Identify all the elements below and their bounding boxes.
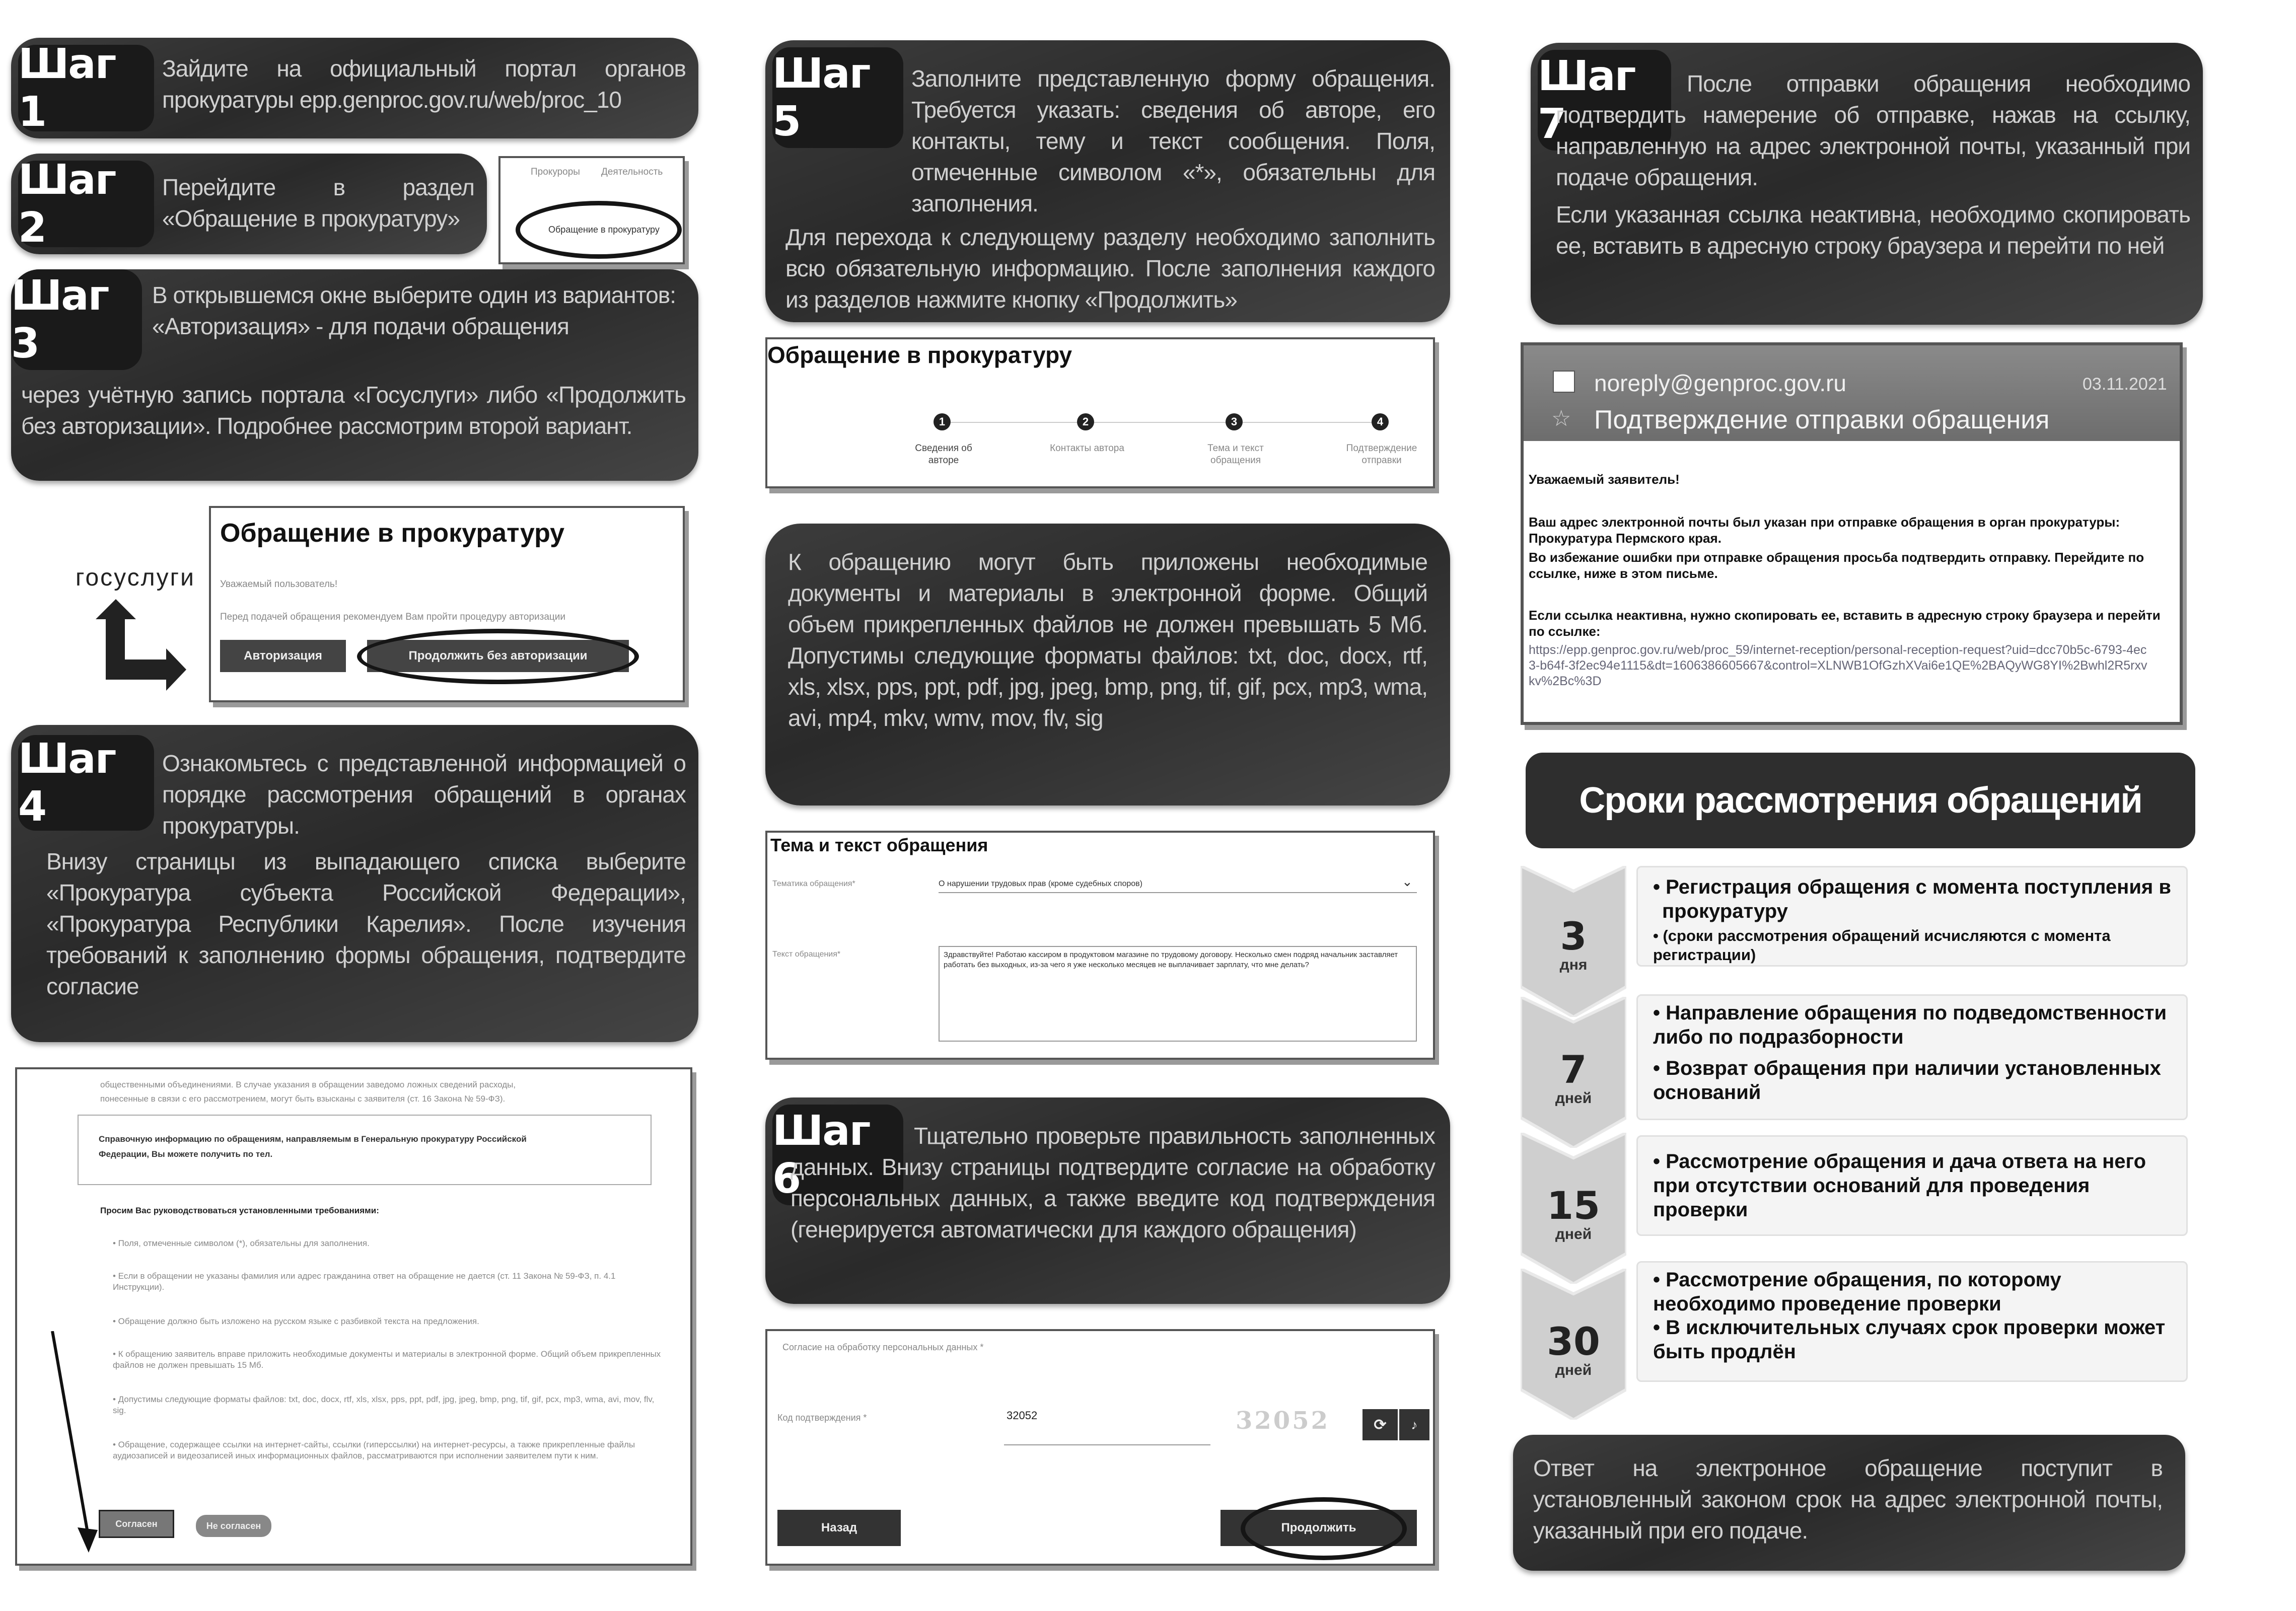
requirement-item: • К обращению заявитель вправе приложить необходимые документы и материалы в электронной форме. Общий объем прикрепленных файлов не должен превышать 15 Мб. (113, 1349, 661, 1370)
step-7-text-top: После отправки обращения необходимо подтвердить намерение об отправке, нажав на ссылку, направленную на адрес электронной почты, указанный при подаче обращения. (1556, 70, 2190, 190)
captcha-image: 32052 (1236, 1407, 1330, 1435)
requirement-item: • Обращение должно быть изложено на русском языке с разбивкой текста на предложения. (113, 1316, 479, 1326)
progress-step-3[interactable]: 3 (1226, 413, 1243, 430)
arrow-icon (96, 599, 186, 695)
reference-title: Справочную информацию по обращениям, направляемым в Генеральную прокуратуру Российской (99, 1134, 527, 1144)
deadline-box-30 (1636, 1261, 2188, 1382)
step-7-text-bottom: Если указанная ссылка неактивна, необходимо скопировать ее, вставить в адресную строку браузера и перейти по ней (1556, 201, 2190, 259)
deadline-days: 7 (1560, 1047, 1587, 1092)
auth-title: Обращение в прокуратуру (220, 519, 565, 548)
deadline-item: • Рассмотрение обращения и дача ответа на него при отсутствии оснований для проведения проверки (1653, 1150, 2146, 1221)
continue-button[interactable]: Продолжить (1221, 1510, 1417, 1546)
step-2-banner (11, 154, 487, 254)
code-input[interactable]: 32052 (1007, 1409, 1038, 1422)
consent-checkbox[interactable]: Согласие на обработку персональных данных * (782, 1342, 984, 1352)
deadline-box-15 (1636, 1135, 2188, 1236)
topic-screenshot (765, 831, 1435, 1060)
requirement-item: • Если в обращении не указаны фамилия или адрес гражданина ответ на обращение не дается (ст. 11 Закона № 59-ФЗ, п. 4.1 Инструкции). (113, 1271, 616, 1292)
deadline-chevron-15 (1521, 1133, 1626, 1284)
deadline-item: • Регистрация обращения с момента поступления в прокуратуру (1653, 876, 2171, 922)
auth-screenshot (209, 506, 685, 702)
auth-hint: Перед подачей обращения рекомендуем Вам пройти процедуру авторизации (220, 612, 566, 622)
deadline-days: 3 (1560, 914, 1587, 959)
refresh-icon[interactable]: ⟳ (1362, 1409, 1398, 1440)
email-header (1524, 345, 2180, 441)
deadline-days: 15 (1547, 1183, 1600, 1228)
step-1-banner (11, 38, 698, 138)
code-label: Код подтверждения * (777, 1413, 867, 1423)
deadline-box-3 (1636, 866, 2188, 967)
progress-step-2[interactable]: 2 (1077, 413, 1094, 430)
auth-greeting: Уважаемый пользователь! (220, 579, 338, 590)
chevron-down-icon[interactable]: ⌄ (1402, 874, 1413, 889)
back-button[interactable]: Назад (777, 1510, 901, 1546)
deadline-unit: дней (1555, 1362, 1592, 1378)
deadline-item: • Рассмотрение обращения, по которому необходимо проведение проверки (1653, 1269, 2061, 1315)
email-date: 03.11.2021 (2083, 375, 2167, 394)
menu-activity: Деятельность (601, 167, 663, 177)
step-4-banner (11, 725, 698, 1042)
rules-line-2: понесенные в связи с его рассмотрением, могут быть взысканы с заявителя (ст. 16 Закона № 59-ФЗ). (100, 1094, 506, 1104)
progress-step-4[interactable]: 4 (1372, 413, 1389, 430)
deadline-unit: дня (1559, 957, 1588, 973)
form-title: Обращение в прокуратуру (767, 342, 1072, 368)
step-3-banner (11, 269, 698, 481)
requirement-item: • Поля, отмеченные символом (*), обязательны для заполнения. (113, 1238, 370, 1248)
deadlines-title: Сроки рассмотрения обращений (1526, 753, 2195, 848)
highlight-oval (1241, 1497, 1407, 1560)
requirement-item: • Допустимы следующие форматы файлов: txt, doc, docx, rtf, xls, xlsx, pps, ppt, pdf, jpg, jpeg, bmp, png, tif, gif, pcx, mp3, wma, avi, mov, flv, sig. (113, 1395, 655, 1415)
email-paragraph-2: Во избежание ошибки при отправке обращения просьба подтвердить отправку. Перейдите по ссылке, ниже в этом письме. (1529, 550, 2144, 581)
step-4-badge: Шаг 4 (18, 735, 154, 831)
step-4-text-bottom: Внизу страницы из выпадающего списка выберите «Прокуратура субъекта Российской Федерации», «Прокуратура Республики Карелия». После изучения требований к заполнению формы обращения, подтвердите согласие (46, 848, 686, 999)
menu-appeal-link[interactable]: Обращение в прокуратуру (548, 225, 660, 235)
deadline-chevron-30 (1521, 1269, 1626, 1420)
progress-label-4: Подтверждение отправки (1346, 443, 1417, 466)
star-icon[interactable]: ☆ (1551, 406, 1571, 431)
deadline-chevron-7 (1521, 997, 1626, 1148)
rules-line-1: общественными объединениями. В случае указания в обращении заведомо ложных сведений расходы, (100, 1080, 516, 1089)
step-7-banner (1531, 43, 2203, 325)
disagree-button[interactable]: Не согласен (196, 1515, 271, 1537)
progress-label-2: Контакты автора (1050, 443, 1124, 454)
auth-button[interactable]: Авторизация (220, 640, 346, 672)
topic-select[interactable]: О нарушении трудовых прав (кроме судебных споров) (939, 880, 1142, 888)
rules-screenshot (15, 1067, 692, 1566)
checkbox-icon[interactable] (1553, 371, 1575, 393)
step-1-text: Зайдите на официальный портал органов прокуратуры epp.genproc.gov.ru/web/proc_10 (162, 55, 686, 113)
step-6-text: Тщательно проверьте правильность заполненных данных. Внизу страницы подтвердите согласие на обработку персональных данных, а также введите код подтверждения (генерируется автоматически для каждого обращения) (791, 1123, 1435, 1242)
email-greeting: Уважаемый заявитель! (1529, 472, 1680, 487)
step-1-badge: Шаг 1 (18, 45, 154, 131)
step-2-badge: Шаг 2 (18, 161, 154, 247)
text-label: Текст обращения* (772, 950, 841, 959)
final-note (1513, 1435, 2185, 1571)
step-4-text-top: Ознакомьтесь с представленной информацией о порядке рассмотрения обращений в органах прокуратуры. (162, 750, 686, 839)
progress-label-3: Тема и текст обращения (1207, 443, 1264, 466)
email-screenshot (1521, 342, 2183, 725)
step-7-badge: Шаг 7 (1538, 50, 1671, 151)
step-2-screenshot (498, 156, 685, 264)
step-5-badge: Шаг 5 (772, 47, 903, 148)
deadline-box-7 (1636, 994, 2188, 1120)
text-area[interactable] (939, 946, 1417, 1042)
step-3-text-top: В открывшемся окне выберите один из вариантов: «Авторизация» - для подачи обращения (152, 282, 676, 339)
email-subject[interactable]: Подтверждение отправки обращения (1594, 405, 2050, 434)
code-underline (1004, 1444, 1210, 1445)
deadline-days: 30 (1547, 1319, 1600, 1364)
deadline-unit: дней (1555, 1090, 1592, 1107)
highlight-oval (357, 629, 639, 684)
final-note-text: Ответ на электронное обращение поступит в установленный законом срок на адрес электронной почты, указанный при его подаче. (1533, 1455, 2163, 1544)
deadline-item: • В исключительных случаях срок проверки может быть продлён (1653, 1316, 2166, 1363)
form-progress-screenshot (765, 337, 1435, 488)
deadline-note: • (сроки рассмотрения обращений исчисляются с момента регистрации) (1653, 927, 2111, 964)
text-value: Здравствуйте! Работаю кассиром в продуктовом магазине по трудовому договору. Несколько смен подряд начальник заставляет работать без выходных, из-за чего я уже несколько месяцев не выплачивает зарплату, что мне делать? (944, 950, 1398, 969)
continue-without-auth-button[interactable]: Продолжить без авторизации (367, 640, 629, 672)
step-6-badge: Шаг 6 (772, 1105, 903, 1205)
reference-box (78, 1115, 652, 1185)
deadline-unit: дней (1555, 1226, 1592, 1242)
step-6-banner (765, 1097, 1450, 1304)
deadline-item: • Направление обращения по подведомственности либо по подразборности (1653, 1002, 2167, 1048)
progress-label-1: Сведения об авторе (915, 443, 972, 466)
gosuslugi-logo: госуслуги (76, 564, 195, 591)
requirement-item: • Обращение, содержащее ссылки на интернет-сайты, ссылки (гиперссылки) на интернет-ресурсы, а также прикрепленные файлы аудиозаписей и видеозаписей иных информационных файлов, рассматриваются при исполнении заявителем пути к ним. (113, 1440, 635, 1460)
step-3-text-bottom: через учётную запись портала «Госуслуги» либо «Продолжить без авторизации». Подробнее рассмотрим второй вариант. (21, 382, 686, 439)
topic-title: Тема и текст обращения (770, 835, 988, 855)
highlight-oval (516, 201, 682, 259)
step-3-badge: Шаг 3 (11, 269, 142, 370)
topic-label: Тематика обращения* (772, 880, 855, 888)
agree-button[interactable]: Согласен (99, 1510, 174, 1538)
email-paragraph-1: Ваш адрес электронной почты был указан при отправке обращения в орган прокуратуры: Прокуратура Пермского края. (1529, 515, 2120, 546)
attachments-note (765, 524, 1450, 806)
progress-line (944, 422, 1382, 423)
deadline-chevron-3 (1521, 866, 1626, 1017)
step-2-text: Перейдите в раздел «Обращение в прокуратуру» (162, 174, 474, 232)
progress-step-1[interactable]: 1 (934, 413, 951, 430)
attachments-text: К обращению могут быть приложены необходимые документы и материалы в электронной форме. Общий объем прикрепленных файлов не должен превышать 5 Мб. Допустимы следующие форматы файлов: txt, doc, docx, rtf, xls, xlsx, pps, ppt, pdf, jpg, jpeg, bmp, png, tif, gif, pcx, mp3, wma, avi, mp4, mkv, wmv, mov, flv, sig (788, 549, 1427, 731)
topic-underline (939, 892, 1417, 893)
menu-prosecutors: Прокуроры (531, 167, 580, 177)
reference-title-2: Федерации, Вы можете получить по тел. (99, 1149, 273, 1159)
confirm-screenshot (765, 1329, 1435, 1566)
step-5-banner (765, 40, 1450, 322)
audio-icon[interactable]: ♪ (1399, 1409, 1429, 1440)
pointer-arrow-icon (47, 1331, 108, 1553)
email-paragraph-3: Если ссылка неактивна, нужно скопировать ее, вставить в адресную строку браузера и перейти по ссылке: (1529, 608, 2161, 639)
step-5-text-bottom: Для перехода к следующему разделу необходимо заполнить всю обязательную информацию. После заполнения каждого из разделов нажмите кнопку «Продолжить» (785, 224, 1435, 313)
requirements-title: Просим Вас руководствоваться установленными требованиями: (100, 1206, 379, 1215)
deadline-item: • Возврат обращения при наличии установленных оснований (1653, 1057, 2161, 1104)
email-from[interactable]: noreply@genproc.gov.ru (1594, 370, 1847, 396)
confirm-link[interactable]: https://epp.genproc.gov.ru/web/proc_59/internet-reception/personal-reception-request?uid=dcc70b5c-6793-4ec3-b64f-3f2ec94e1115&dt=1606386605667&control=XLNWB1OfGzhXVai6e1QE%2BAQyWG8YI%2Bwhl2R5rxvkv%2Bc%3D (1529, 643, 2147, 688)
step-5-text-top: Заполните представленную форму обращения. Требуется указать: сведения об авторе, его контакты, тему и текст сообщения. Поля, отмеченные символом «*», обязательны для заполнения. (911, 65, 1435, 216)
